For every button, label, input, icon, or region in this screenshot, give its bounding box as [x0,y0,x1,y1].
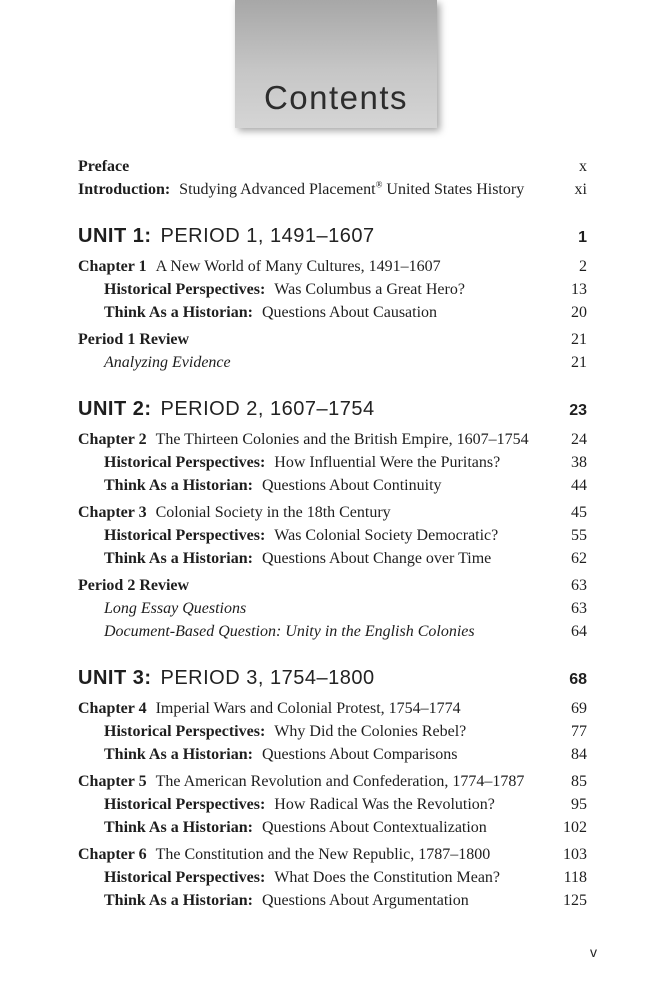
toc-row-label [78,770,571,793]
toc-row-label [78,301,571,324]
toc-row-label-bold: Historical Perspectives: [104,281,266,298]
toc-row-label-bold: Preface [78,158,130,175]
toc-row-label [78,697,571,720]
toc-row-page-number: 77 [571,723,587,740]
toc-row-label-text: What Does the Constitution Mean? [274,869,501,886]
toc-row-label-bold: Introduction: [78,181,171,198]
toc-row-chapter [78,843,587,866]
toc-row-label [78,547,571,570]
toc-row-label-bold: Chapter 3 [78,504,147,521]
toc-row-page-number: 13 [571,281,587,298]
toc-row-label-bold: Think As a Historian: [104,892,253,909]
toc-row-label-text: The American Revolution and Confederation, 1774–1787 [155,773,525,790]
toc-row-label-text: A New World of Many Cultures, 1491–1607 [155,258,441,275]
toc-row-label-bold: Chapter 5 [78,773,147,790]
toc-row-label-bold: Chapter 2 [78,431,147,448]
toc-unit-section [78,223,587,374]
toc-row-label [78,155,579,178]
toc-row-label-bold: Historical Perspectives: [104,527,266,544]
toc-row-review [78,574,587,597]
toc-row-label-bold: Think As a Historian: [104,304,253,321]
toc-row-label [78,866,564,889]
toc-row-group [78,255,587,324]
unit-heading-label: UNIT 2: [78,398,152,420]
toc-row-label [78,351,571,374]
toc-row-label-text: Questions About Causation [261,304,438,321]
toc-row-page-number: 102 [563,819,587,836]
toc-row-page-number: 2 [579,258,587,275]
unit-heading-title: PERIOD 1, 1491–1607 [160,225,375,247]
toc-row-label [78,524,571,547]
toc-row-page-number: 103 [563,846,587,863]
toc-row-label-text: Questions About Contextualization [261,819,487,836]
toc-row-italic [78,620,587,643]
toc-row-label-bold: Think As a Historian: [104,550,253,567]
toc-row-page-number: 69 [571,700,587,717]
toc-row-chapter [78,255,587,278]
unit-heading-label: UNIT 1: [78,225,152,247]
toc-row-label [78,816,563,839]
toc-row-label-text: United States History [386,181,525,198]
toc-row-chapter [78,428,587,451]
toc-row-label [78,793,571,816]
toc-row-label-text: Was Columbus a Great Hero? [274,281,465,298]
toc-row-label [78,255,579,278]
toc-row-page-number: 118 [563,869,587,886]
front-matter-section [78,155,587,201]
unit-heading [78,223,587,251]
toc-row-group [78,501,587,570]
table-of-contents [78,155,587,912]
toc-row-label [78,178,575,201]
toc-row-label [78,720,571,743]
toc-row-feature [78,547,587,570]
toc-row-front [78,155,587,178]
toc-row-chapter [78,501,587,524]
toc-row-page-number: 63 [571,577,587,594]
toc-row-feature [78,743,587,766]
toc-row-label-text: Questions About Argumentation [261,892,469,909]
unit-heading-label: UNIT 3: [78,667,152,689]
toc-row-label-text: Imperial Wars and Colonial Protest, 1754–1774 [155,700,461,717]
toc-row-group [78,697,587,766]
toc-row-page-number: 62 [571,550,587,567]
unit-heading-page-number: 23 [569,402,587,419]
toc-row-label [78,574,571,597]
toc-row-group [78,770,587,839]
toc-row-label-text: Questions About Change over Time [261,550,492,567]
toc-row-feature [78,889,587,912]
toc-row-page-number: 84 [571,746,587,763]
toc-row-label-bold: Think As a Historian: [104,477,253,494]
toc-row-label-text: Questions About Comparisons [261,746,458,763]
toc-row-label [78,474,571,497]
page-number-footer: v [590,944,597,960]
unit-heading [78,665,587,693]
toc-row-page-number: 21 [571,354,587,371]
toc-row-label-text: The Constitution and the New Republic, 1787–1800 [155,846,491,863]
toc-row-chapter [78,697,587,720]
toc-row-label-text: The Thirteen Colonies and the British Empire, 1607–1754 [155,431,529,448]
toc-row-label-bold: Think As a Historian: [104,746,253,763]
toc-row-label [78,620,571,643]
toc-row-page-number: 55 [571,527,587,544]
toc-row-page-number: 45 [571,504,587,521]
toc-row-label-bold: Chapter 6 [78,846,147,863]
toc-row-page-number: 44 [571,477,587,494]
toc-unit-section [78,665,587,912]
toc-row-italic [78,597,587,620]
toc-row-label-bold: Period 2 Review [78,577,190,594]
toc-row-group [78,428,587,497]
toc-row-label-text: Colonial Society in the 18th Century [155,504,391,521]
toc-row-label [78,278,571,301]
unit-heading-title: PERIOD 2, 1607–1754 [160,398,375,420]
toc-row-label-text: Was Colonial Society Democratic? [274,527,499,544]
toc-row-page-number: 24 [571,431,587,448]
toc-row-feature [78,301,587,324]
toc-row-label-bold: Chapter 4 [78,700,147,717]
toc-row-label-text: How Radical Was the Revolution? [274,796,495,813]
toc-row-group [78,843,587,912]
toc-row-label-text: Why Did the Colonies Rebel? [274,723,467,740]
toc-row-page-number: 64 [571,623,587,640]
unit-heading-page-number: 1 [578,229,587,246]
toc-row-label-bold: Historical Perspectives: [104,796,266,813]
toc-row-label-bold: Historical Perspectives: [104,454,266,471]
toc-row-label-text: Long Essay Questions [104,600,247,617]
unit-heading [78,396,587,424]
toc-row-review [78,328,587,351]
toc-row-label-text: How Influential Were the Puritans? [274,454,501,471]
toc-row-page-number: 63 [571,600,587,617]
units-container [78,223,587,912]
toc-row-page-number: 20 [571,304,587,321]
toc-row-page-number: x [579,158,587,175]
toc-row-page-number: 95 [571,796,587,813]
toc-row-group [78,328,587,374]
toc-row-group [78,574,587,643]
toc-row-italic [78,351,587,374]
toc-row-feature [78,793,587,816]
unit-heading-page-number: 68 [569,671,587,688]
toc-row-feature [78,866,587,889]
toc-row-label-bold: Historical Perspectives: [104,869,266,886]
toc-row-label-bold: Historical Perspectives: [104,723,266,740]
toc-row-label [78,597,571,620]
toc-row-label [78,889,563,912]
toc-row-feature [78,816,587,839]
toc-row-front [78,178,587,201]
toc-row-label [78,501,571,524]
toc-row-label [78,451,571,474]
toc-row-label [78,428,571,451]
toc-row-page-number: 38 [571,454,587,471]
toc-row-label-bold: Chapter 1 [78,258,147,275]
toc-row-label-text: Document-Based Question: Unity in the English Colonies [104,623,475,640]
toc-row-page-number: 125 [563,892,587,909]
contents-header-box [235,0,437,128]
toc-row-label-text: Studying Advanced Placement [179,181,376,198]
toc-row-feature [78,474,587,497]
toc-row-label-text: Analyzing Evidence [104,354,231,371]
toc-row-label [78,743,571,766]
registered-trademark-symbol: ® [375,179,383,190]
toc-row-feature [78,451,587,474]
toc-row-label [78,843,563,866]
toc-row-feature [78,720,587,743]
toc-row-label [78,328,571,351]
toc-row-label-bold: Think As a Historian: [104,819,253,836]
toc-row-page-number: 85 [571,773,587,790]
toc-row-label-text: Questions About Continuity [261,477,442,494]
unit-heading-title: PERIOD 3, 1754–1800 [160,667,375,689]
toc-row-chapter [78,770,587,793]
toc-row-feature [78,524,587,547]
toc-row-page-number: 21 [571,331,587,348]
toc-row-label-bold: Period 1 Review [78,331,190,348]
page-title: Contents [263,79,409,116]
toc-unit-section [78,396,587,643]
toc-row-feature [78,278,587,301]
toc-row-page-number: xi [574,181,587,198]
